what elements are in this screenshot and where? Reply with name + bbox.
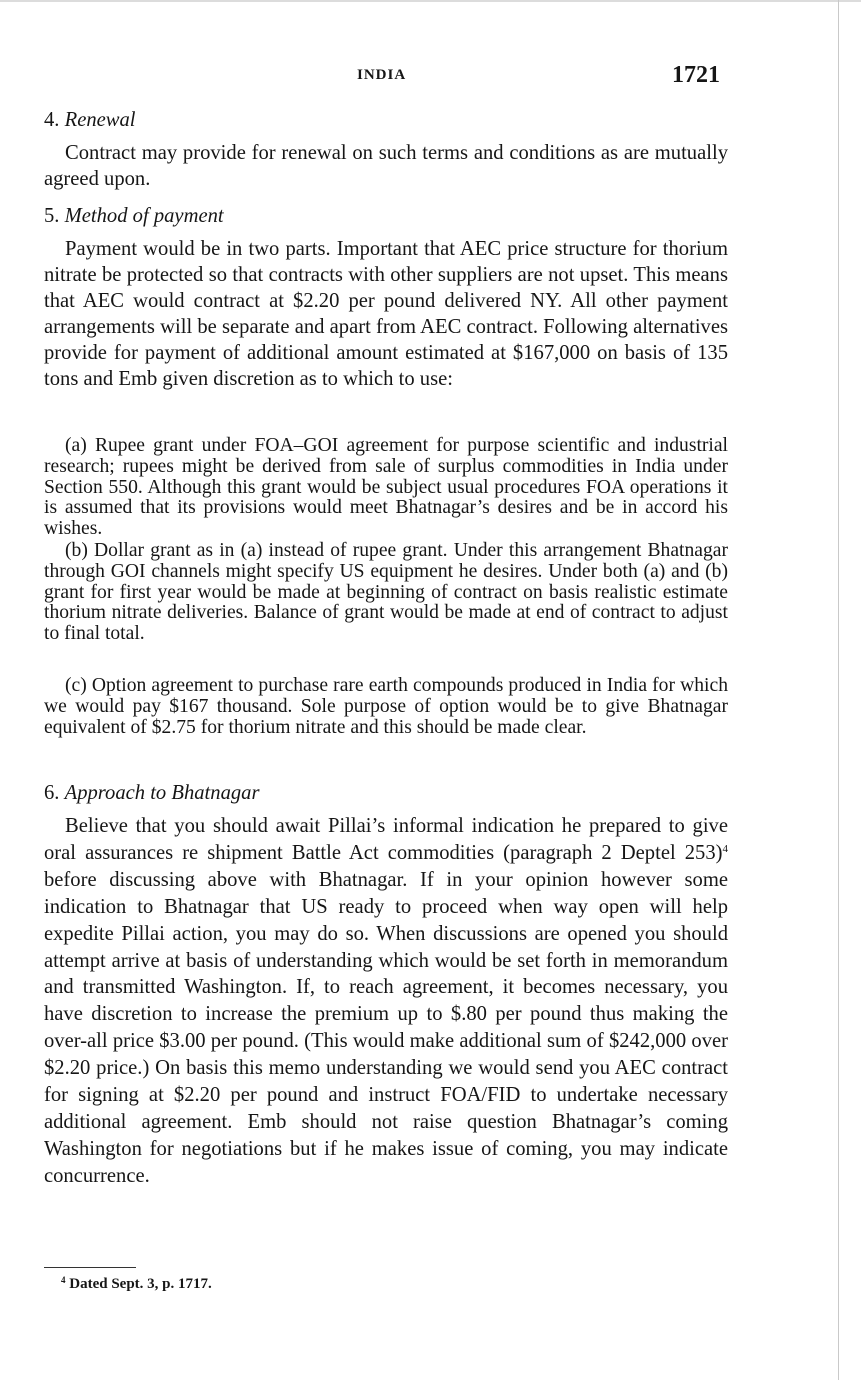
footnote-reference: 4 — [722, 842, 728, 855]
paragraph-renewal: Contract may provide for renewal on such terms and conditions as are mutually agreed upon. — [44, 142, 728, 190]
running-header-title: INDIA — [357, 67, 407, 83]
section-number: 4. — [44, 109, 60, 131]
paragraph-payment: Payment would be in two parts. Important that AEC price structure for thorium nitrate be protected so that contracts with other suppliers are not upset. This means that AEC would contract at $2.20 per pound delivered NY. All other payment arrangements will be separate and apart from AEC contract. Following alternatives provide for payment of additional amount estimated at $167,000 on basis of 135 tons and Emb given discretion as to which to use: — [44, 238, 728, 390]
footnote-divider — [44, 1267, 136, 1268]
alternative-a: (a) Rupee grant under FOA–GOI agreement for purpose scientific and industrial research; rupees might be derived from sale of surplus commodities in India under Section 550. Although this grant would be subject usual procedures FOA operations it is assumed that its provisions would meet Bhatnagar’s desires and be in accord his wishes. — [44, 435, 728, 540]
section-heading-approach — [44, 780, 259, 806]
section-number: 5. — [44, 205, 60, 227]
paragraph-text: before discussing above with Bhatnagar. If in your opinion however some indication to Bhatnagar that US ready to proceed when way open will help expedite Pillai action, you may do so. When discussions are opened you should attempt arrive at basis of understanding which would be set forth in memorandum and transmitted Washington. If, to reach agreement, it becomes necessary, you have discretion to increase the premium up to $.80 per pound thus making the over-all price $3.00 per pound. (This would make additional sum of $242,000 over $2.20 price.) On basis this memo understanding we would send you AEC contract for signing at $2.20 per pound and instruct FOA/FID to undertake necessary additional agreement. Emb should not raise question Bhatnagar’s coming Washington for negotiations but if he makes issue of coming, you may indicate concurrence. — [44, 868, 728, 1187]
section-heading-renewal — [44, 107, 136, 133]
page-top-edge — [0, 0, 861, 2]
page-number: 1721 — [672, 62, 720, 88]
paragraph-text: Believe that you should await Pillai’s informal indication he prepared to give oral assurances re shipment Battle Act commodities (paragraph 2 Deptel 253) — [44, 815, 728, 864]
footnote-text: Dated Sept. 3, p. 1717. — [69, 1276, 212, 1292]
alternative-c: (c) Option agreement to purchase rare earth compounds produced in India for which we would pay $167 thousand. Sole purpose of option would be to give Bhatnagar equivalent of $2.75 for thorium nitrate and this should be made clear. — [44, 675, 728, 738]
footnote-mark: 4 — [61, 1275, 66, 1285]
footnote — [61, 1276, 212, 1293]
section-number: 6. — [44, 782, 60, 804]
alternative-b: (b) Dollar grant as in (a) instead of rupee grant. Under this arrangement Bhatnagar through GOI channels might specify US equipment he desires. Under both (a) and (b) grant for first year would be made at beginning of contract on basis realistic estimate thorium nitrate deliveries. Balance of grant would be made at end of contract to adjust to final total. — [44, 540, 728, 645]
paragraph-approach — [44, 813, 728, 1190]
section-title: Renewal — [64, 109, 136, 131]
section-title: Method of payment — [64, 205, 224, 227]
section-title: Approach to Bhatnagar — [64, 782, 260, 804]
section-heading-payment — [44, 203, 224, 229]
page-right-edge — [838, 0, 839, 1380]
